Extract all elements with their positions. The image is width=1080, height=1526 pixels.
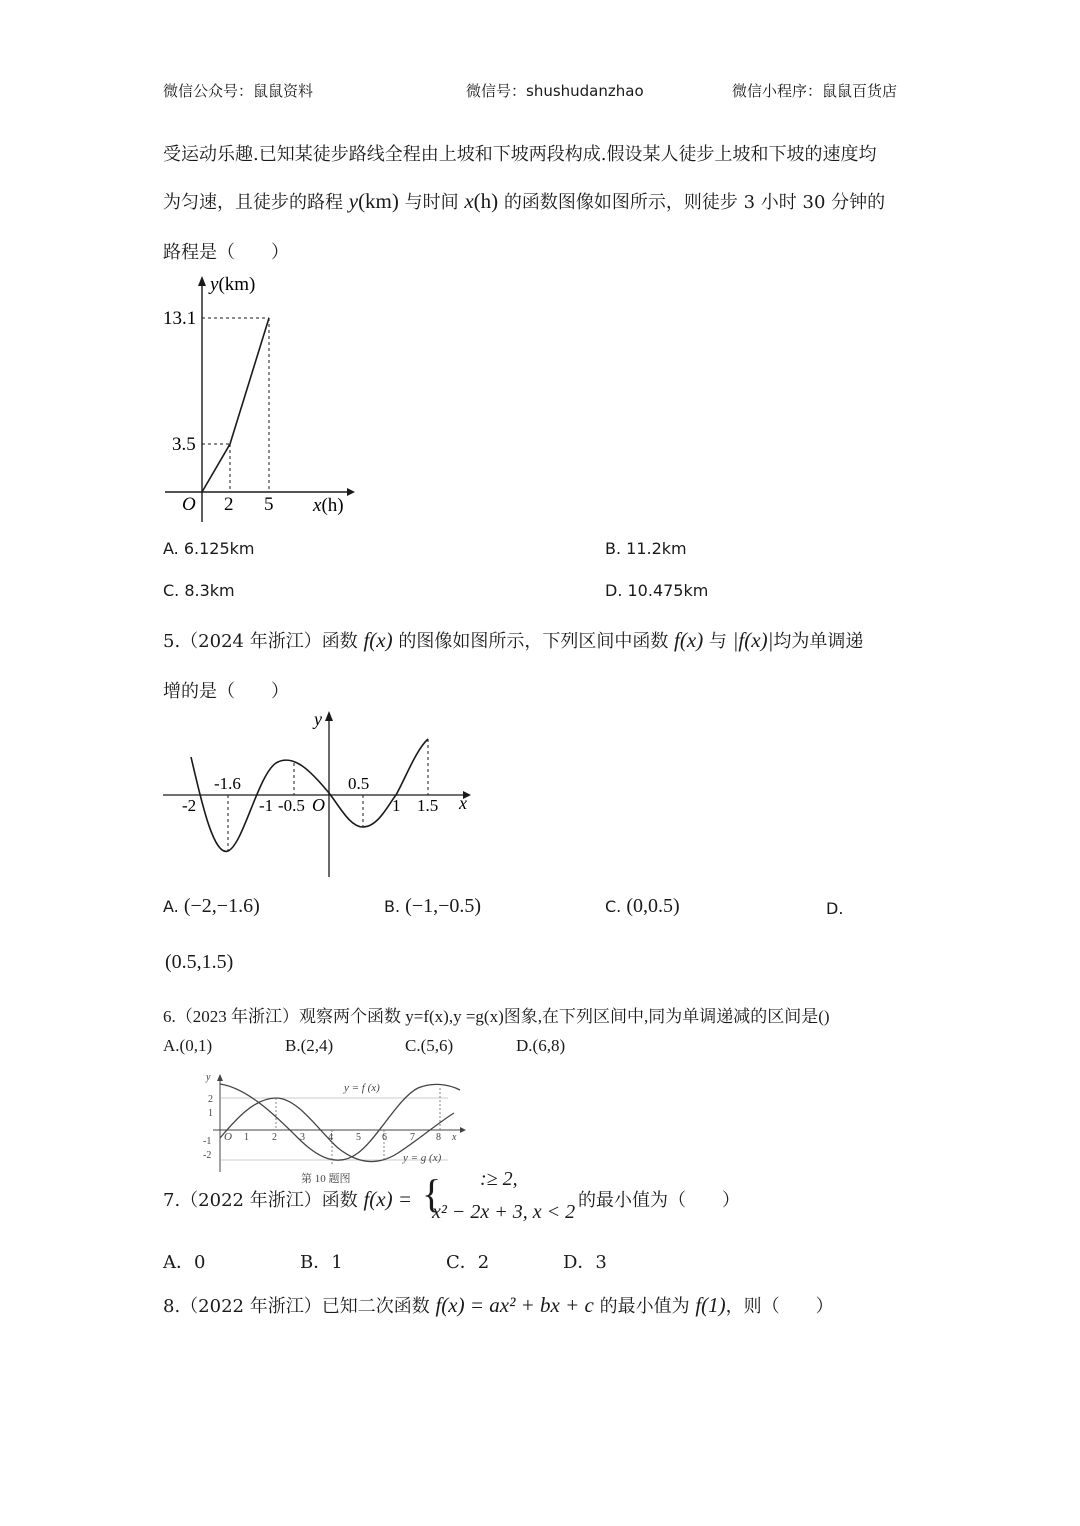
q4-y-arrow	[198, 276, 206, 286]
q7-case2: x² − 2x + 3, x < 2	[432, 1201, 576, 1223]
q5-label-neg1: -1	[259, 796, 274, 815]
q4-option-c: C. 8.3km	[163, 581, 235, 600]
q6-xtick-6: 6	[382, 1132, 387, 1143]
q7-option-c: C．2	[446, 1252, 490, 1273]
q4-line1: 受运动乐趣.已知某徒步路线全程由上坡和下坡两段构成.假设某人徒步上坡和下坡的速度均	[163, 144, 877, 165]
q4-xtick-5: 5	[264, 494, 274, 515]
q4-curve	[202, 318, 269, 492]
header-left: 微信公众号：鼠鼠资料	[163, 82, 314, 100]
q6-f-label: y = f (x)	[344, 1082, 380, 1094]
header-right: 微信小程序：鼠鼠百货店	[732, 82, 898, 100]
q4-xtick-2: 2	[224, 494, 234, 515]
q5-label-neg0.5: -0.5	[278, 796, 305, 815]
q4-origin: O	[182, 494, 196, 515]
q5-option-d-value: (0.5,1.5)	[165, 951, 234, 973]
header-center: 微信号：shushudanzhao	[466, 82, 644, 100]
q4-line2: 为匀速，且徒步的路程 y(km) 与时间 x(h) 的函数图像如图所示，则徒步 3 小时 30 分钟的	[163, 189, 886, 213]
q6-xtick-1: 1	[244, 1132, 249, 1143]
q6-option-b: B.(2,4)	[285, 1036, 334, 1055]
q5-line1: 5.（2024 年浙江）函数 f(x) 的图像如图所示，下列区间中函数 f(x) 与 |f(x)|均为单调递	[163, 628, 864, 652]
q4-graph	[155, 270, 365, 528]
q6-xtick-8: 8	[436, 1132, 441, 1143]
q5-option-a: A. (−2,−1.6)	[163, 895, 260, 917]
q5-option-c: C. (0,0.5)	[605, 895, 680, 917]
q5-origin: O	[312, 795, 325, 815]
q6-ytick-1: 1	[208, 1108, 213, 1119]
q6-x-label: x	[452, 1132, 457, 1143]
q6-option-a: A.(0,1)	[163, 1036, 213, 1055]
q5-option-b: B. (−1,−0.5)	[384, 895, 482, 917]
q6-xtick-7: 7	[410, 1132, 415, 1143]
q6-ytick-neg1: -1	[203, 1136, 212, 1147]
q4-option-b: B. 11.2km	[605, 539, 687, 558]
q4-y-label: y(km)	[210, 274, 256, 295]
q8-text: 8.（2022 年浙江）已知二次函数 f(x) = ax² + bx + c 的最小值为 f(1)，则（ ）	[163, 1293, 834, 1317]
q6-xtick-3: 3	[300, 1132, 305, 1143]
q4-line3: 路程是（ ）	[163, 242, 289, 263]
q7-option-a: A．0	[163, 1252, 206, 1273]
q4-ytick-13.1: 13.1	[163, 308, 197, 329]
q6-caption: 第 10 题图	[301, 1173, 351, 1185]
q7-case1: :≥ 2,	[480, 1168, 518, 1190]
q7-suffix: 的最小值为（ ）	[578, 1190, 740, 1211]
q6-origin: O	[224, 1131, 232, 1143]
q6-ytick-2: 2	[208, 1094, 213, 1105]
q6-xtick-5: 5	[356, 1132, 361, 1143]
q5-y-label: y	[314, 709, 322, 729]
q5-label-0.5: 0.5	[348, 774, 370, 793]
q5-label-neg2: -2	[182, 796, 197, 815]
q4-ytick-3.5: 3.5	[172, 434, 196, 455]
q5-graph	[158, 705, 478, 880]
q6-xtick-2: 2	[272, 1132, 277, 1143]
q6-ytick-neg2: -2	[203, 1150, 212, 1161]
q5-option-d-letter: D.	[826, 899, 844, 918]
q7-option-d: D．3	[563, 1252, 607, 1273]
q6-option-c: C.(5,6)	[405, 1036, 454, 1055]
q4-option-a: A. 6.125km	[163, 539, 255, 558]
q5-line2: 增的是（ ）	[163, 681, 289, 702]
q4-x-arrow	[347, 488, 355, 496]
q6-y-label: y	[206, 1072, 211, 1083]
q7-prefix: 7.（2022 年浙江）函数 f(x) =	[163, 1187, 412, 1211]
q7-option-b: B．1	[300, 1252, 343, 1273]
q5-x-label: x	[459, 793, 467, 813]
q7-brace: {	[422, 1171, 442, 1216]
q5-label-neg1.6: -1.6	[214, 774, 241, 793]
q6-option-d: D.(6,8)	[516, 1036, 566, 1055]
q4-x-label: x(h)	[313, 495, 344, 516]
q5-label-1.5: 1.5	[417, 796, 439, 815]
q6-xtick-4: 4	[328, 1132, 333, 1143]
q6-text: 6.（2023 年浙江）观察两个函数 y=f(x),y =g(x)图象,在下列区间中,同为单调递减的区间是()	[163, 1007, 830, 1026]
q5-label-1: 1	[392, 796, 401, 815]
q4-option-d: D. 10.475km	[605, 581, 709, 600]
q6-g-label: y = g (x)	[403, 1152, 442, 1164]
